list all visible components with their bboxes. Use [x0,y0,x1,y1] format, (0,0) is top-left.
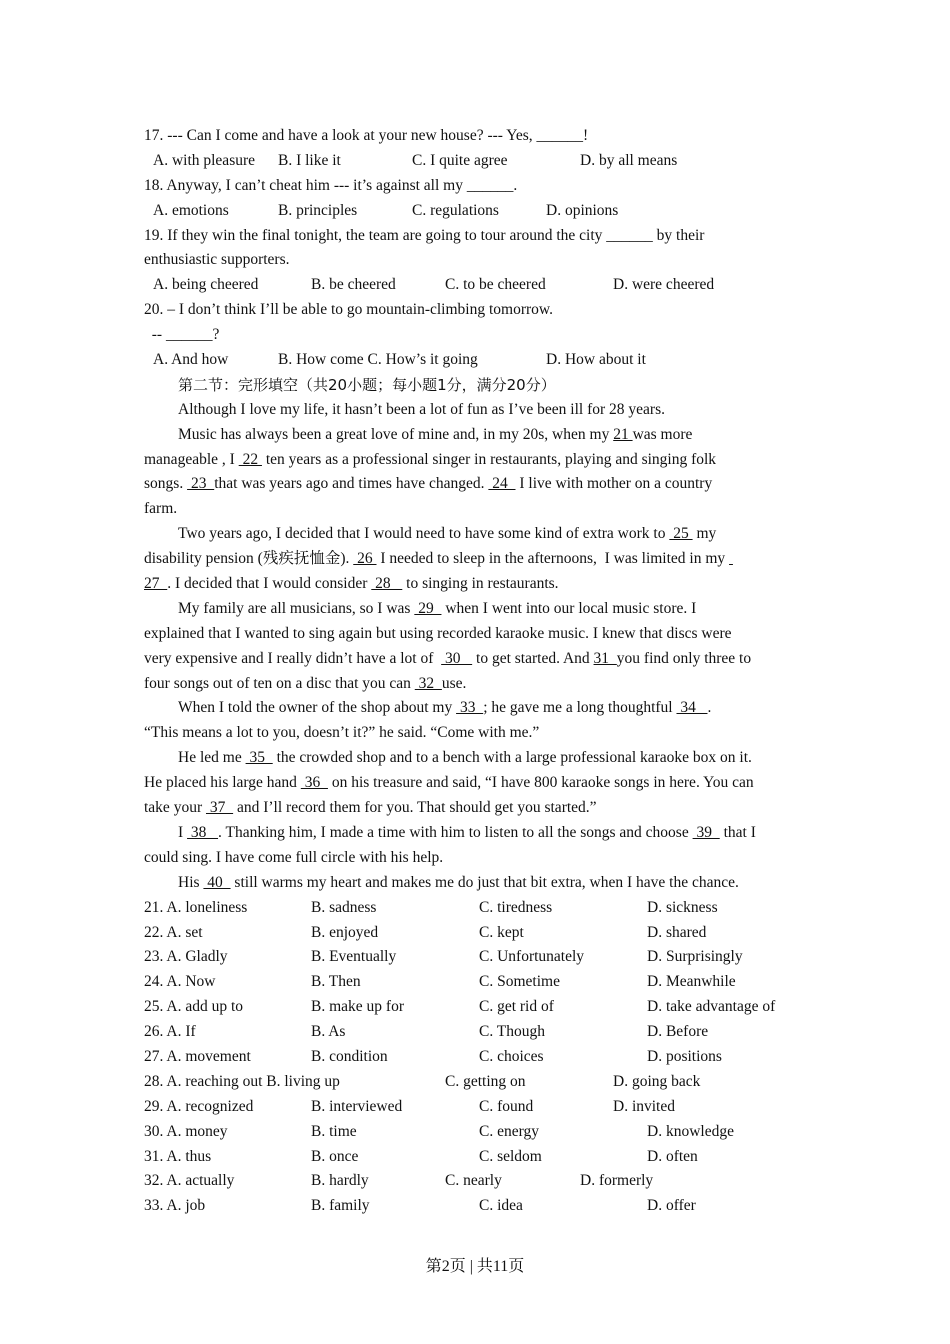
question-18: 18. Anyway, I can’t cheat him --- it’s against all my ______. [144,176,518,194]
passage-line: Although I love my life, it hasn’t been a lot of fun as I’ve been ill for 28 years. [178,400,665,418]
blank-32: 32 [414,674,442,692]
option-a: A. emotions [153,201,229,219]
answer-option: B. time [311,1122,357,1140]
blank-38: 38 [187,823,219,841]
answer-option: B. Then [311,973,361,991]
passage-line: very expensive and I really didn’t have a lot of 30 to get started. And 31 you find only three to [144,649,752,667]
option-b: B. be cheered [311,276,396,294]
passage-line: disability pension (残疾抚恤金). 26 I needed to sleep in the afternoons, I was limited in my [144,547,810,572]
option-c: C. I quite agree [412,151,508,169]
answer-row [144,1120,810,1145]
question-18-options [144,199,810,224]
answer-option: C. seldom [479,1147,542,1165]
passage-line: “This means a lot to you, doesn’t it?” he said. “Come with me.” [144,724,540,742]
answer-option: D. knowledge [647,1122,734,1140]
answer-option: B. make up for [311,998,404,1016]
passage-line: Two years ago, I decided that I would need to have some kind of extra work to 25 my [178,525,717,543]
option-c: C. regulations [412,201,499,219]
answer-option: B. family [311,1197,370,1215]
answer-option: D. Before [647,1023,709,1041]
answer-option: 27. A. movement [144,1047,251,1065]
answer-option: 23. A. Gladly [144,948,228,966]
answer-option: D. positions [647,1047,722,1065]
blank-21: 21 [613,425,633,443]
blank-30: 30 [441,649,473,667]
answer-option: B. As [311,1023,346,1041]
answer-options [144,896,810,1220]
question-19-cont: enthusiastic supporters. [144,251,290,269]
question-19: 19. If they win the final tonight, the team are going to tour around the city ______ by their [144,226,705,244]
passage-line: farm. [144,500,178,518]
question-20-cont: -- ______? [144,326,220,344]
answer-option: B. condition [311,1047,388,1065]
blank-40: 40 [203,873,231,891]
blank-36: 36 [300,774,328,792]
passage-line: Music has always been a great love of mine and, in my 20s, when my 21 was more [178,425,693,443]
answer-option: C. nearly [445,1172,502,1190]
passage-line: When I told the owner of the shop about my 33 ; he gave me a long thoughtful 34 . [178,699,712,717]
answer-option: 29. A. recognized [144,1097,254,1115]
answer-row [144,921,810,946]
answer-option: 33. A. job [144,1197,206,1215]
passage-line: His 40 still warms my heart and makes me do just that bit extra, when I have the chance. [178,873,739,891]
blank-24: 24 [488,475,516,493]
question-19-options [144,273,810,298]
option-d: D. opinions [546,201,619,219]
answer-option: C. Unfortunately [479,948,585,966]
answer-option: 25. A. add up to [144,998,244,1016]
passage-line: He led me 35 the crowded shop and to a bench with a large professional karaoke box on it. [178,749,752,767]
answer-option: 32. A. actually [144,1172,235,1190]
option-a: A. And how [153,351,229,369]
answer-option: C. Though [479,1023,546,1041]
answer-row [144,1070,810,1095]
blank-33: 33 [456,699,484,717]
option-a: A. being cheered [153,276,259,294]
answer-option: 28. A. reaching out B. living up [144,1072,340,1090]
answer-option: C. getting on [445,1072,526,1090]
answer-option: B. enjoyed [311,923,379,941]
answer-option: D. invited [613,1097,675,1115]
answer-option: C. idea [479,1197,523,1215]
blank-39: 39 [692,823,720,841]
answer-row [144,1045,810,1070]
option-b: B. How come C. How’s it going [278,351,478,369]
answer-option: C. choices [479,1047,544,1065]
answer-option: D. take advantage of [647,998,776,1016]
passage-line: explained that I wanted to sing again but using recorded karaoke music. I knew that discs were [144,624,732,642]
answer-option: 30. A. money [144,1122,228,1140]
answer-option: C. tiredness [479,898,553,916]
section-heading: 第二节：完形填空（共20小题；每小题1分，满分20分） [178,375,556,394]
blank-25: 25 [669,525,693,543]
answer-row [144,1020,810,1045]
answer-option: D. formerly [580,1172,654,1190]
answer-option: B. once [311,1147,359,1165]
passage-line: take your 37 and I’ll record them for you. That should get you started.” [144,799,597,817]
option-c: C. to be cheered [445,276,546,294]
passage-line: manageable , I 22 ten years as a professional singer in restaurants, playing and singing folk [144,450,717,468]
answer-option: C. energy [479,1122,539,1140]
answer-option: B. Eventually [311,948,397,966]
passage-line: He placed his large hand 36 on his treasure and said, “I have 800 karaoke songs in here. You can [144,774,754,792]
answer-option: 26. A. If [144,1023,196,1041]
answer-row [144,896,810,921]
blank-29: 29 [414,599,442,617]
option-a: A. with pleasure [153,151,256,169]
question-20: 20. – I don’t think I’ll be able to go mountain-climbing tomorrow. [144,301,553,319]
answer-option: D. going back [613,1072,701,1090]
option-b: B. principles [278,201,358,219]
passage-line: songs. 23 that was years ago and times have changed. 24 I live with mother on a country [144,475,713,493]
answer-option: 24. A. Now [144,973,216,991]
answer-option: C. found [479,1097,534,1115]
blank-31: 31 [593,649,617,667]
answer-option: D. Surprisingly [647,948,743,966]
question-17-options [144,149,810,174]
blank-26: 26 [353,550,377,568]
passage-line: four songs out of ten on a disc that you can 32 use. [144,674,467,692]
answer-option: D. shared [647,923,707,941]
exam-page [144,124,810,1219]
option-b: B. I like it [278,151,341,169]
answer-option: D. offer [647,1197,696,1215]
blank-27: 27 [144,575,168,593]
answer-option: 21. A. loneliness [144,898,248,916]
answer-option: 31. A. thus [144,1147,212,1165]
answer-row [144,1169,810,1194]
blank-27-start [729,550,733,567]
answer-option: C. Sometime [479,973,560,991]
answer-option: D. sickness [647,898,718,916]
answer-option: D. often [647,1147,698,1165]
answer-option: D. Meanwhile [647,973,736,991]
page-footer: 第2页 | 共11页 [425,1258,525,1275]
question-20-options [144,348,810,373]
answer-option: C. kept [479,923,524,941]
answer-option: C. get rid of [479,998,554,1016]
question-17: 17. --- Can I come and have a look at your new house? --- Yes, ______! [144,127,589,144]
answer-option: B. interviewed [311,1097,403,1115]
blank-34: 34 [676,699,708,717]
passage-line: could sing. I have come full circle with his help. [144,848,444,866]
passage-line: My family are all musicians, so I was 29 when I went into our local music store. I [178,599,697,617]
answer-option: B. hardly [311,1172,369,1190]
blank-35: 35 [245,749,273,767]
blank-23: 23 [187,475,215,493]
blank-22: 22 [238,450,262,468]
answer-row [144,970,810,995]
answer-option: 22. A. set [144,923,203,941]
answer-row [144,1194,810,1219]
blank-37: 37 [205,799,234,817]
option-d: D. by all means [580,151,678,169]
option-d: D. were cheered [613,276,715,294]
option-d: D. How about it [546,351,646,369]
passage-line: I 38 . Thanking him, I made a time with him to listen to all the songs and choose 39 that I [178,823,756,841]
answer-row [144,995,810,1020]
answer-row [144,1145,810,1170]
blank-28: 28 [371,575,403,593]
passage-line: 27 . I decided that I would consider 28 to singing in restaurants. [144,575,559,593]
answer-row [144,1095,810,1120]
answer-row [144,945,810,970]
answer-option: B. sadness [311,898,377,916]
